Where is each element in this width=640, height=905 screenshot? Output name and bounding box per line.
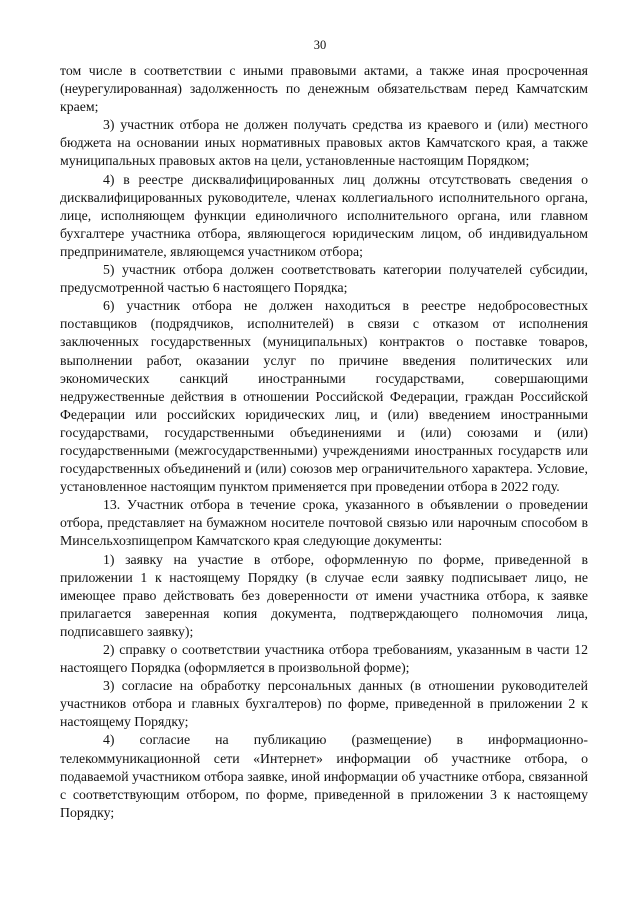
paragraph-section-13: 13. Участник отбора в течение срока, указанного в объявлении о проведении отбора, представляет на бумажном носителе почтовой связью или нарочным способом в Минсельхозпищепром Камчатского края следующие документы:: [60, 497, 588, 549]
document-body: [60, 62, 588, 822]
paragraph-document-4: 4) согласие на публикацию (размещение) в информационно-телекоммуникационной сети «Интернет» информации об участнике отбора, о подаваемой участником отбора заявке, иной информации об участнике отбора, связанной с соответствующим отбором, по форме, приведенной в приложении 3 к настоящему Порядку;: [60, 732, 588, 820]
paragraph-item-5: 5) участник отбора должен соответствовать категории получателей субсидии, предусмотренной частью 6 настоящего Порядка;: [60, 262, 588, 296]
paragraph-item-6: 6) участник отбора не должен находиться в реестре недобросовестных поставщиков (подрядчиков, исполнителей) в связи с отказом от исполнения заключенных государственных (муниципальных) контрактов о поставке товаров, выполнении работ, оказании услуг по причине введения политических или экономических санкций иностранными государствами, совершающими недружественные действия в отношении Российской Федерации, граждан Российской Федерации или российских юридических лиц, и (или) введением иностранными государствами, государственными объединениями и (или) союзами и (или) государственными (межгосударственными) учреждениями иностранных государств или государственных объединений и (или) союзов мер ограничительного характера. Условие, установленное настоящим пунктом применяется при проведении отбора в 2022 году.: [60, 298, 588, 495]
paragraph-continuation: том числе в соответствии с иными правовыми актами, а также иная просроченная (неурегулированная) задолженность по денежным обязательствам перед Камчатским краем;: [60, 63, 588, 115]
page-number: 30: [313, 38, 327, 52]
paragraph-document-3: 3) согласие на обработку персональных данных (в отношении руководителей участников отбора и главных бухгалтеров) по форме, приведенной в приложении 2 к настоящему Порядку;: [60, 678, 588, 730]
paragraph-document-1: 1) заявку на участие в отборе, оформленную по форме, приведенной в приложении 1 к настоящему Порядку (в случае если заявку подписывает лицо, не имеющее право действовать без доверенности от имени участника отбора, к заявке прилагается заверенная копия документа, подтверждающего полномочия лица, подписавшего заявку);: [60, 551, 588, 639]
paragraph-item-3: 3) участник отбора не должен получать средства из краевого и (или) местного бюджета на основании иных нормативных правовых актов Камчатского края, а также муниципальных правовых актов на цели, установленные настоящим Порядком;: [60, 117, 588, 169]
paragraph-document-2: 2) справку о соответствии участника отбора требованиям, указанным в части 12 настоящего Порядка (оформляется в произвольной форме);: [60, 642, 588, 676]
paragraph-item-4: 4) в реестре дисквалифицированных лиц должны отсутствовать сведения о дисквалифицированных руководителе, членах коллегиального исполнительного органа, лице, исполняющем функции единоличного исполнительного органа, или главном бухгалтере участника отбора, являющегося юридическим лицом, об индивидуальном предпринимателе, являющемся участником отбора;: [60, 171, 588, 259]
